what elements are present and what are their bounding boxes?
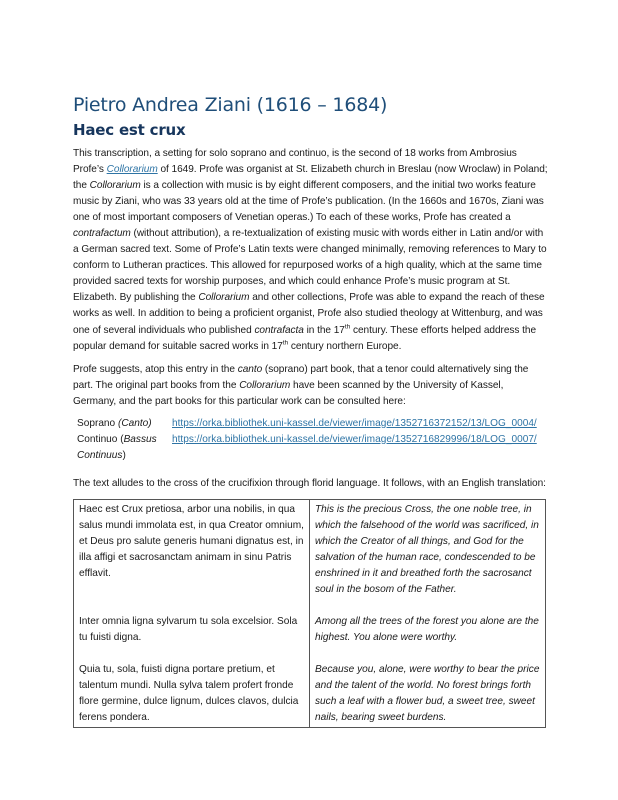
table-row: [74, 499, 546, 598]
continuo-part-book-link[interactable]: https://orka.bibliothek.uni-kassel.de/viewer/image/1352716829996/18/LOG_0007/: [172, 433, 537, 445]
text-run: ): [122, 449, 126, 461]
part-book-label: [73, 416, 168, 432]
italic-term: canto: [237, 363, 263, 375]
part-book-label: [73, 432, 168, 464]
document-page: [73, 93, 549, 728]
text-run: in the 17: [303, 324, 345, 336]
english-cell: Because you, alone, were worthy to bear the price and the talent of the world. No forest brings forth such a leaf with a flower bud, a sweet tree, sweet nails, bearing sweet burdens.: [310, 646, 546, 728]
text-run: (soprano) part book, that a tenor could alternatively sing the part. The original part books from the: [73, 363, 529, 391]
part-books-paragraph: [73, 362, 549, 410]
italic-term: Collorarium: [89, 180, 141, 192]
text-run: This transcription, a setting for solo soprano and continuo, is the second of 18 works from Ambrosius Profe’s: [73, 148, 517, 176]
part-book-row: [73, 432, 537, 464]
italic-term: contrafactum: [73, 228, 131, 240]
text-run: century. These efforts helped address the popular demand for suitable sacred works in 17: [73, 324, 537, 352]
text-translation-table: [73, 499, 546, 729]
soprano-part-book-link[interactable]: https://orka.bibliothek.uni-kassel.de/viewer/image/1352716372152/13/LOG_0004/: [172, 417, 537, 429]
latin-cell: Haec est Crux pretiosa, arbor una nobilis, in qua salus mundi immolata est, in qua Creator omnium, et Deus pro salute generis humani dignatus est, in illa affigi et sacrosanctam animam in sinu Patris efflavit.: [74, 499, 310, 598]
italic-term: (Canto): [117, 417, 152, 429]
text-run: Soprano: [77, 417, 118, 429]
text-run: of 1649. Profe was organist at St. Elizabeth church in Breslau (now Wroclaw) in Poland; the: [73, 164, 548, 192]
text-run: have been scanned by the University of Kassel, Germany, and the part books for this particular work can be consulted here:: [73, 379, 504, 407]
text-run: Profe suggests, atop this entry in the: [73, 363, 238, 375]
english-cell: Among all the trees of the forest you alone are the highest. You alone were worthy.: [310, 598, 546, 646]
italic-term: Collorarium: [198, 292, 250, 304]
collorarium-link[interactable]: Collorarium: [106, 164, 158, 176]
work-title: Haec est crux: [73, 121, 186, 139]
text-run: Continuo (: [77, 433, 124, 445]
text-run: century northern Europe.: [288, 340, 402, 352]
latin-cell: Inter omnia ligna sylvarum tu sola excelsior. Sola tu fuisti digna.: [74, 598, 310, 646]
intro-paragraph: [73, 146, 549, 355]
italic-term: contrafacta: [254, 324, 304, 336]
english-cell: This is the precious Cross, the one noble tree, in which the falsehood of the world was sacrificed, in which the Creator of all things, and God for the salvation of the human race, condescended to be enshrined in it and breathed forth the sacrosanct soul in the bosom of the Father.: [310, 499, 546, 598]
ordinal-suffix: th: [282, 339, 289, 347]
latin-cell: Quia tu, sola, fuisti digna portare pretium, et talentum mundi. Nulla sylva talem profert fronde flore germine, dulce lignum, dulces clavos, dulcia ferens pondera.: [74, 646, 310, 728]
table-row: [74, 646, 546, 728]
italic-term: Collorarium: [239, 379, 291, 391]
text-run: and other collections, Profe was able to expand the reach of these works as well. In addition to being a proficient organist, Profe also studied theology at Wittenburg, and was one of several individuals who published: [73, 292, 545, 336]
text-run: (without attribution), a re-textualization of existing music with words either in Latin and/or with a German sacred text. Some of Profe’s Latin texts were changed minimally, removing references to Mary to conform to Lutheran practices. This allowed for repurposed works of a high quality, which at the same time provided sacred texts for worship purposes, and which could enhance Profe’s music program at St. Elizabeth. By publishing the: [73, 228, 547, 304]
part-books-table: [73, 416, 537, 464]
text-run: is a collection with music is by eight different composers, and the initial two works feature music by Ziani, who was 33 years old at the time of Profe’s publication. (In the 1660s and 1670s, Ziani was one of most important composers of Venetian operas.) To each of these works, Profe has created a: [73, 180, 544, 224]
text-intro-paragraph: The text alludes to the cross of the crucifixion through florid language. It follows, with an English translation:: [73, 477, 546, 489]
italic-term: Bassus Continuus: [77, 433, 157, 461]
table-row: [74, 598, 546, 646]
page-title: Pietro Andrea Ziani (1616 – 1684): [73, 94, 388, 116]
ordinal-suffix: th: [344, 323, 351, 331]
part-book-row: [73, 416, 537, 432]
